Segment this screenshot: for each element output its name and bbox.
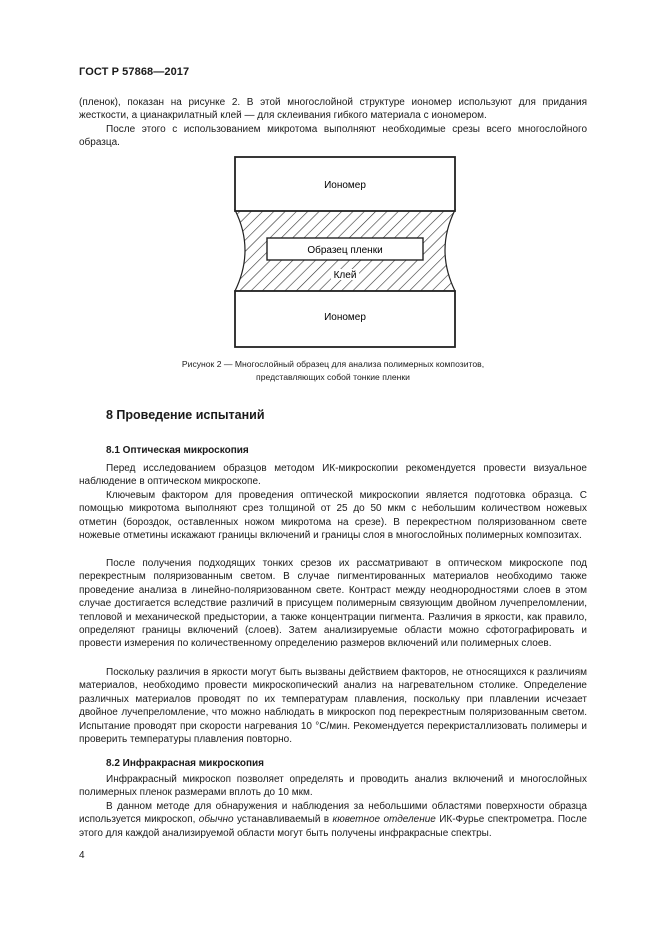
s82-p2-emphasis-1: обычно <box>198 814 234 826</box>
figure-caption <box>79 358 587 384</box>
s82-paragraph-1: Инфракрасный микроскоп позволяет определять и проводить анализ включений и многослойных полимерных пленок размерами вплоть до 10 мкм. <box>79 774 587 799</box>
s81-paragraph-4: Поскольку различия в яркости могут быть вызваны действием факторов, не относящихся к различиям материалов, необходимо провести микроскопический анализ на нагревательном столике. Определение различных материалов проводят по их температурам плавления, поскольку при плавлении исчезает двойное лучепреломление, что можно наблюдать в микроскоп под перекрестным поляризованным светом. Испытание проводят при скорости нагревания 10 °С/мин. Рекомендуется перекристаллизовать полимеры и проверить температуры плавления повторно. <box>79 667 587 746</box>
label-ionomer-top: Иономер <box>324 180 366 191</box>
s82-p2-emphasis-2: кюветное отделение <box>332 814 436 826</box>
intro-paragraph-1: (пленок), показан на рисунке 2. В этой многослойной структуре иономер используют для придания жесткости, а цианакрилатный клей — для склеивания гибкого материала с иономером. <box>79 97 587 122</box>
label-ionomer-bottom: Иономер <box>324 312 366 323</box>
s82-p2-text-c: устанавливаемый в <box>233 814 333 826</box>
caption-line-2: представляющих собой тонкие пленки <box>256 372 410 382</box>
label-glue: Клей <box>333 270 357 281</box>
s82-paragraph-2 <box>79 800 587 840</box>
s82-p2-text-e: ИК-Фурье спектрометра. После этого для каждой анализируемой области могут быть получены инфракрасные спектры. <box>79 814 587 839</box>
s82-p2-text-a: В данном методе для обнаружения и наблюдения за небольшими областями поверхности образца используется микроскоп, <box>79 801 587 826</box>
label-film-sample: Образец пленки <box>307 245 383 256</box>
multilayer-sample-figure <box>230 153 460 351</box>
s81-paragraph-1: Перед исследованием образцов методом ИК-микроскопии рекомендуется провести визуальное наблюдение в оптическом микроскопе. <box>79 463 587 488</box>
s81-paragraph-2: Ключевым фактором для проведения оптической микроскопии является подготовка образца. С помощью микротома выполняют срез толщиной от 25 до 50 мкм с небольшим количеством ножевых отметин (бороздок, оставленных ножом микротома на срезе). В перекрестном поляризованном свете ножевые отметины искажают границы включений и границы слоя в многослойных полимерных композитах. <box>79 490 587 542</box>
intro-paragraph-2: После этого с использованием микротома выполняют необходимые срезы всего многослойного образца. <box>79 124 587 149</box>
caption-line-1: Рисунок 2 — Многослойный образец для анализа полимерных композитов, <box>181 359 485 369</box>
section-8-1-heading: 8.1 Оптическая микроскопия <box>106 445 249 456</box>
section-8-heading: 8 Проведение испытаний <box>106 408 265 422</box>
section-8-2-heading: 8.2 Инфракрасная микроскопия <box>106 758 264 769</box>
s81-paragraph-3: После получения подходящих тонких срезов их рассматривают в оптическом микроскопе под перекрестным поляризованным светом. В случае пигментированных материалов необходимо также проведение анализа в линейно-поляризованном свете. Контраст между неоднородностями слоев в этом случае достигается вследствие различий в присущем полимерным связующим двойном лучепреломлении, тепловой и механической предыстории, а также концентрации пигмента. Различия в яркости, как правило, определяют границы включений (слоев). Затем анализируемые области можно сфотографировать и провести измерения по количественному определению размеров включений или полимерных слоев. <box>79 558 587 650</box>
page-number: 4 <box>79 850 85 861</box>
document-code: ГОСТ Р 57868—2017 <box>79 66 190 78</box>
